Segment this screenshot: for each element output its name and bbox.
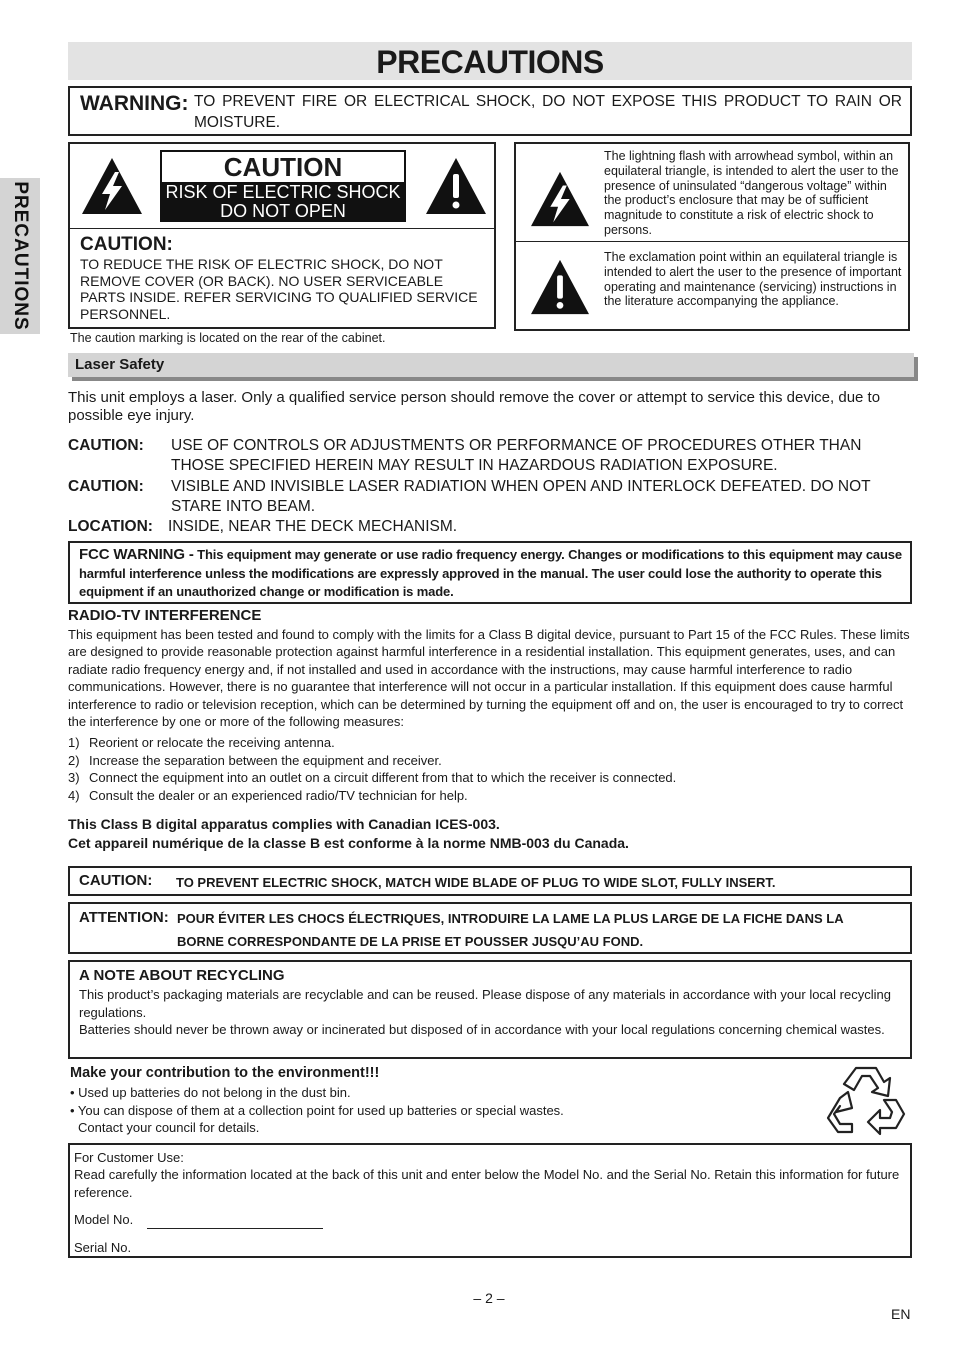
- laser-intro: This unit employs a laser. Only a qualified service person should remove the cover or attempt to service this device, due to possible eye injury.: [68, 389, 881, 424]
- exclamation-triangle-icon: [424, 156, 488, 216]
- laser-caution2-text: VISIBLE AND INVISIBLE LASER RADIATION WHEN OPEN AND INTERLOCK DEFEATED. DO NOT STARE INTO BEAM.: [171, 478, 871, 515]
- lightning-symbol-text: The lightning flash with arrowhead symbol, within an equilateral triangle, is intended to alert the user to the presence of uninsulated “dangerous voltage” within the product’s enclosure that may be of sufficient magnitude to constitute a risk of electric shock to persons.: [604, 149, 899, 237]
- caution-subtitle-block: [162, 182, 404, 220]
- caution-text: TO REDUCE THE RISK OF ELECTRIC SHOCK, DO NOT REMOVE COVER (OR BACK). NO USER SERVICEABLE PARTS INSIDE. REFER SERVICING TO QUALIFIED SERVICE PERSONNEL.: [80, 256, 478, 322]
- plug-caution-box: [68, 866, 912, 896]
- exclamation-symbol-icon: [528, 258, 592, 316]
- fcc-warning-content: [79, 546, 905, 602]
- customer-use-label: For Customer Use:: [74, 1150, 184, 1165]
- page-number: – 2 –: [473, 1290, 505, 1306]
- serial-no-row: [74, 1239, 321, 1257]
- list-item: 2) Increase the separation between the equipment and receiver.: [68, 752, 442, 768]
- fcc-warning-label: FCC WARNING -: [79, 546, 194, 563]
- environment-bullet-3: Contact your council for details.: [78, 1120, 260, 1135]
- laser-caution1-text: USE OF CONTROLS OR ADJUSTMENTS OR PERFORMANCE OF PROCEDURES OTHER THAN THOSE SPECIFIED HEREIN MAY RESULT IN HAZARDOUS RADIATION EXPOSURE.: [171, 437, 862, 474]
- caution-divider: [70, 228, 494, 229]
- section-side-tab: [0, 178, 40, 334]
- radio-tv-list: [68, 734, 914, 804]
- plug-caution-label: CAUTION:: [79, 872, 153, 889]
- list-item: 3) Connect the equipment into an outlet on a circuit different from that to which the receiver is connected.: [68, 770, 677, 786]
- model-no-label: Model No.: [74, 1212, 134, 1227]
- environment-heading: Make your contribution to the environment!!!: [70, 1065, 380, 1081]
- warning-box: [68, 86, 912, 136]
- symbols-divider: [516, 241, 908, 242]
- fcc-warning-box: [68, 541, 912, 604]
- model-no-row: [74, 1211, 323, 1229]
- recycling-paragraph-1: This product’s packaging materials are recyclable and can be reused. Please dispose of any materials in accordance with your local recycling regulations.: [79, 987, 891, 1020]
- laser-location-text: INSIDE, NEAR THE DECK MECHANISM.: [168, 518, 458, 535]
- list-item: 1) Reorient or relocate the receiving antenna.: [68, 735, 335, 750]
- serial-no-field[interactable]: [145, 1244, 321, 1257]
- recycling-heading: A NOTE ABOUT RECYCLING: [79, 967, 285, 984]
- recycle-icon: [826, 1062, 908, 1138]
- attention-line-2: BORNE CORRESPONDANTE DE LA PRISE ET POUSSER JUSQU’AU FOND.: [177, 934, 644, 949]
- caution-subtitle-2: DO NOT OPEN: [220, 201, 346, 221]
- laser-safety-title: Laser Safety: [75, 356, 165, 373]
- customer-use-box: [68, 1143, 912, 1258]
- caution-title: CAUTION: [223, 152, 343, 182]
- caution-subtitle-1: RISK OF ELECTRIC SHOCK: [165, 182, 401, 202]
- environment-bullet-1: • Used up batteries do not belong in the dust bin.: [70, 1085, 351, 1100]
- attention-box: [68, 902, 912, 954]
- plug-caution-text: TO PREVENT ELECTRIC SHOCK, MATCH WIDE BLADE OF PLUG TO WIDE SLOT, FULLY INSERT.: [176, 875, 776, 890]
- exclamation-symbol-text: The exclamation point within an equilateral triangle is intended to alert the user to the presence of important operating and maintenance (servicing) instructions in the literature accompanying the appliance.: [604, 250, 902, 309]
- symbols-box: [514, 142, 910, 331]
- warning-label: WARNING:: [80, 92, 189, 115]
- recycling-box: [68, 960, 912, 1059]
- environment-bullet-2: • You can dispose of them at a collection point for used up batteries or special wastes.: [70, 1103, 564, 1118]
- side-tab-label: PRECAUTIONS: [10, 181, 31, 331]
- model-no-field[interactable]: [147, 1216, 323, 1229]
- warning-text: TO PREVENT FIRE OR ELECTRICAL SHOCK, DO NOT EXPOSE THIS PRODUCT TO RAIN OR MOISTURE.: [194, 93, 902, 131]
- laser-safety-header: [68, 353, 914, 377]
- laser-location-label: LOCATION:: [68, 518, 153, 535]
- canada-line-2: Cet appareil numérique de la classe B est conforme à la norme NMB-003 du Canada.: [68, 835, 629, 851]
- caution-box: [68, 142, 496, 329]
- radio-tv-paragraph: This equipment has been tested and found to comply with the limits for a Class B digital device, pursuant to Part 15 of the FCC Rules. These limits are designed to provide reasonable protection against harmful interference in a residential installation. This equipment generates, uses, and can radiate radio frequency energy and, if not installed and used in accordance with the instructions, may cause harmful interference to radio communications. However, there is no guarantee that interference will not occur in a particular installation. If this equipment does cause harmful interference to radio or television reception, which can be determined by turning the equipment off and on, the user is encouraged to try to correct the interference by one or more of the following measures:: [68, 627, 910, 730]
- fcc-warning-text: This equipment may generate or use radio frequency energy. Changes or modifications to this equipment may cause harmful interference unless the modifications are expressly approved in the manual. The user could lose the authority to operate this equipment if an unauthorized change or modification is made.: [79, 547, 902, 599]
- laser-caution2-label: CAUTION:: [68, 478, 144, 495]
- attention-line-1: POUR ÉVITER LES CHOCS ÉLECTRIQUES, INTRODUIRE LA LAME LA PLUS LARGE DE LA FICHE DANS LA: [177, 911, 844, 926]
- radio-tv-heading: RADIO-TV INTERFERENCE: [68, 607, 262, 624]
- lightning-symbol-icon: [528, 170, 592, 228]
- lightning-triangle-icon: [80, 156, 144, 216]
- page-title: PRECAUTIONS: [68, 42, 912, 80]
- language-code: EN: [891, 1306, 911, 1322]
- attention-label: ATTENTION:: [79, 909, 169, 926]
- caution-heading: CAUTION:: [80, 234, 173, 255]
- caution-label-block: [160, 150, 406, 222]
- recycling-paragraph-2: Batteries should never be thrown away or incinerated but disposed of in accordance with your local regulations concerning chemical wastes.: [79, 1022, 885, 1037]
- serial-no-label: Serial No.: [74, 1240, 132, 1255]
- canada-line-1: This Class B digital apparatus complies with Canadian ICES-003.: [68, 816, 500, 832]
- customer-use-text: Read carefully the information located at the back of this unit and enter below the Model No. and the Serial No. Retain this information for future reference.: [74, 1167, 900, 1200]
- laser-caution1-label: CAUTION:: [68, 437, 144, 454]
- list-item: 4) Consult the dealer or an experienced radio/TV technician for help.: [68, 787, 468, 803]
- caution-note: The caution marking is located on the rear of the cabinet.: [70, 331, 386, 345]
